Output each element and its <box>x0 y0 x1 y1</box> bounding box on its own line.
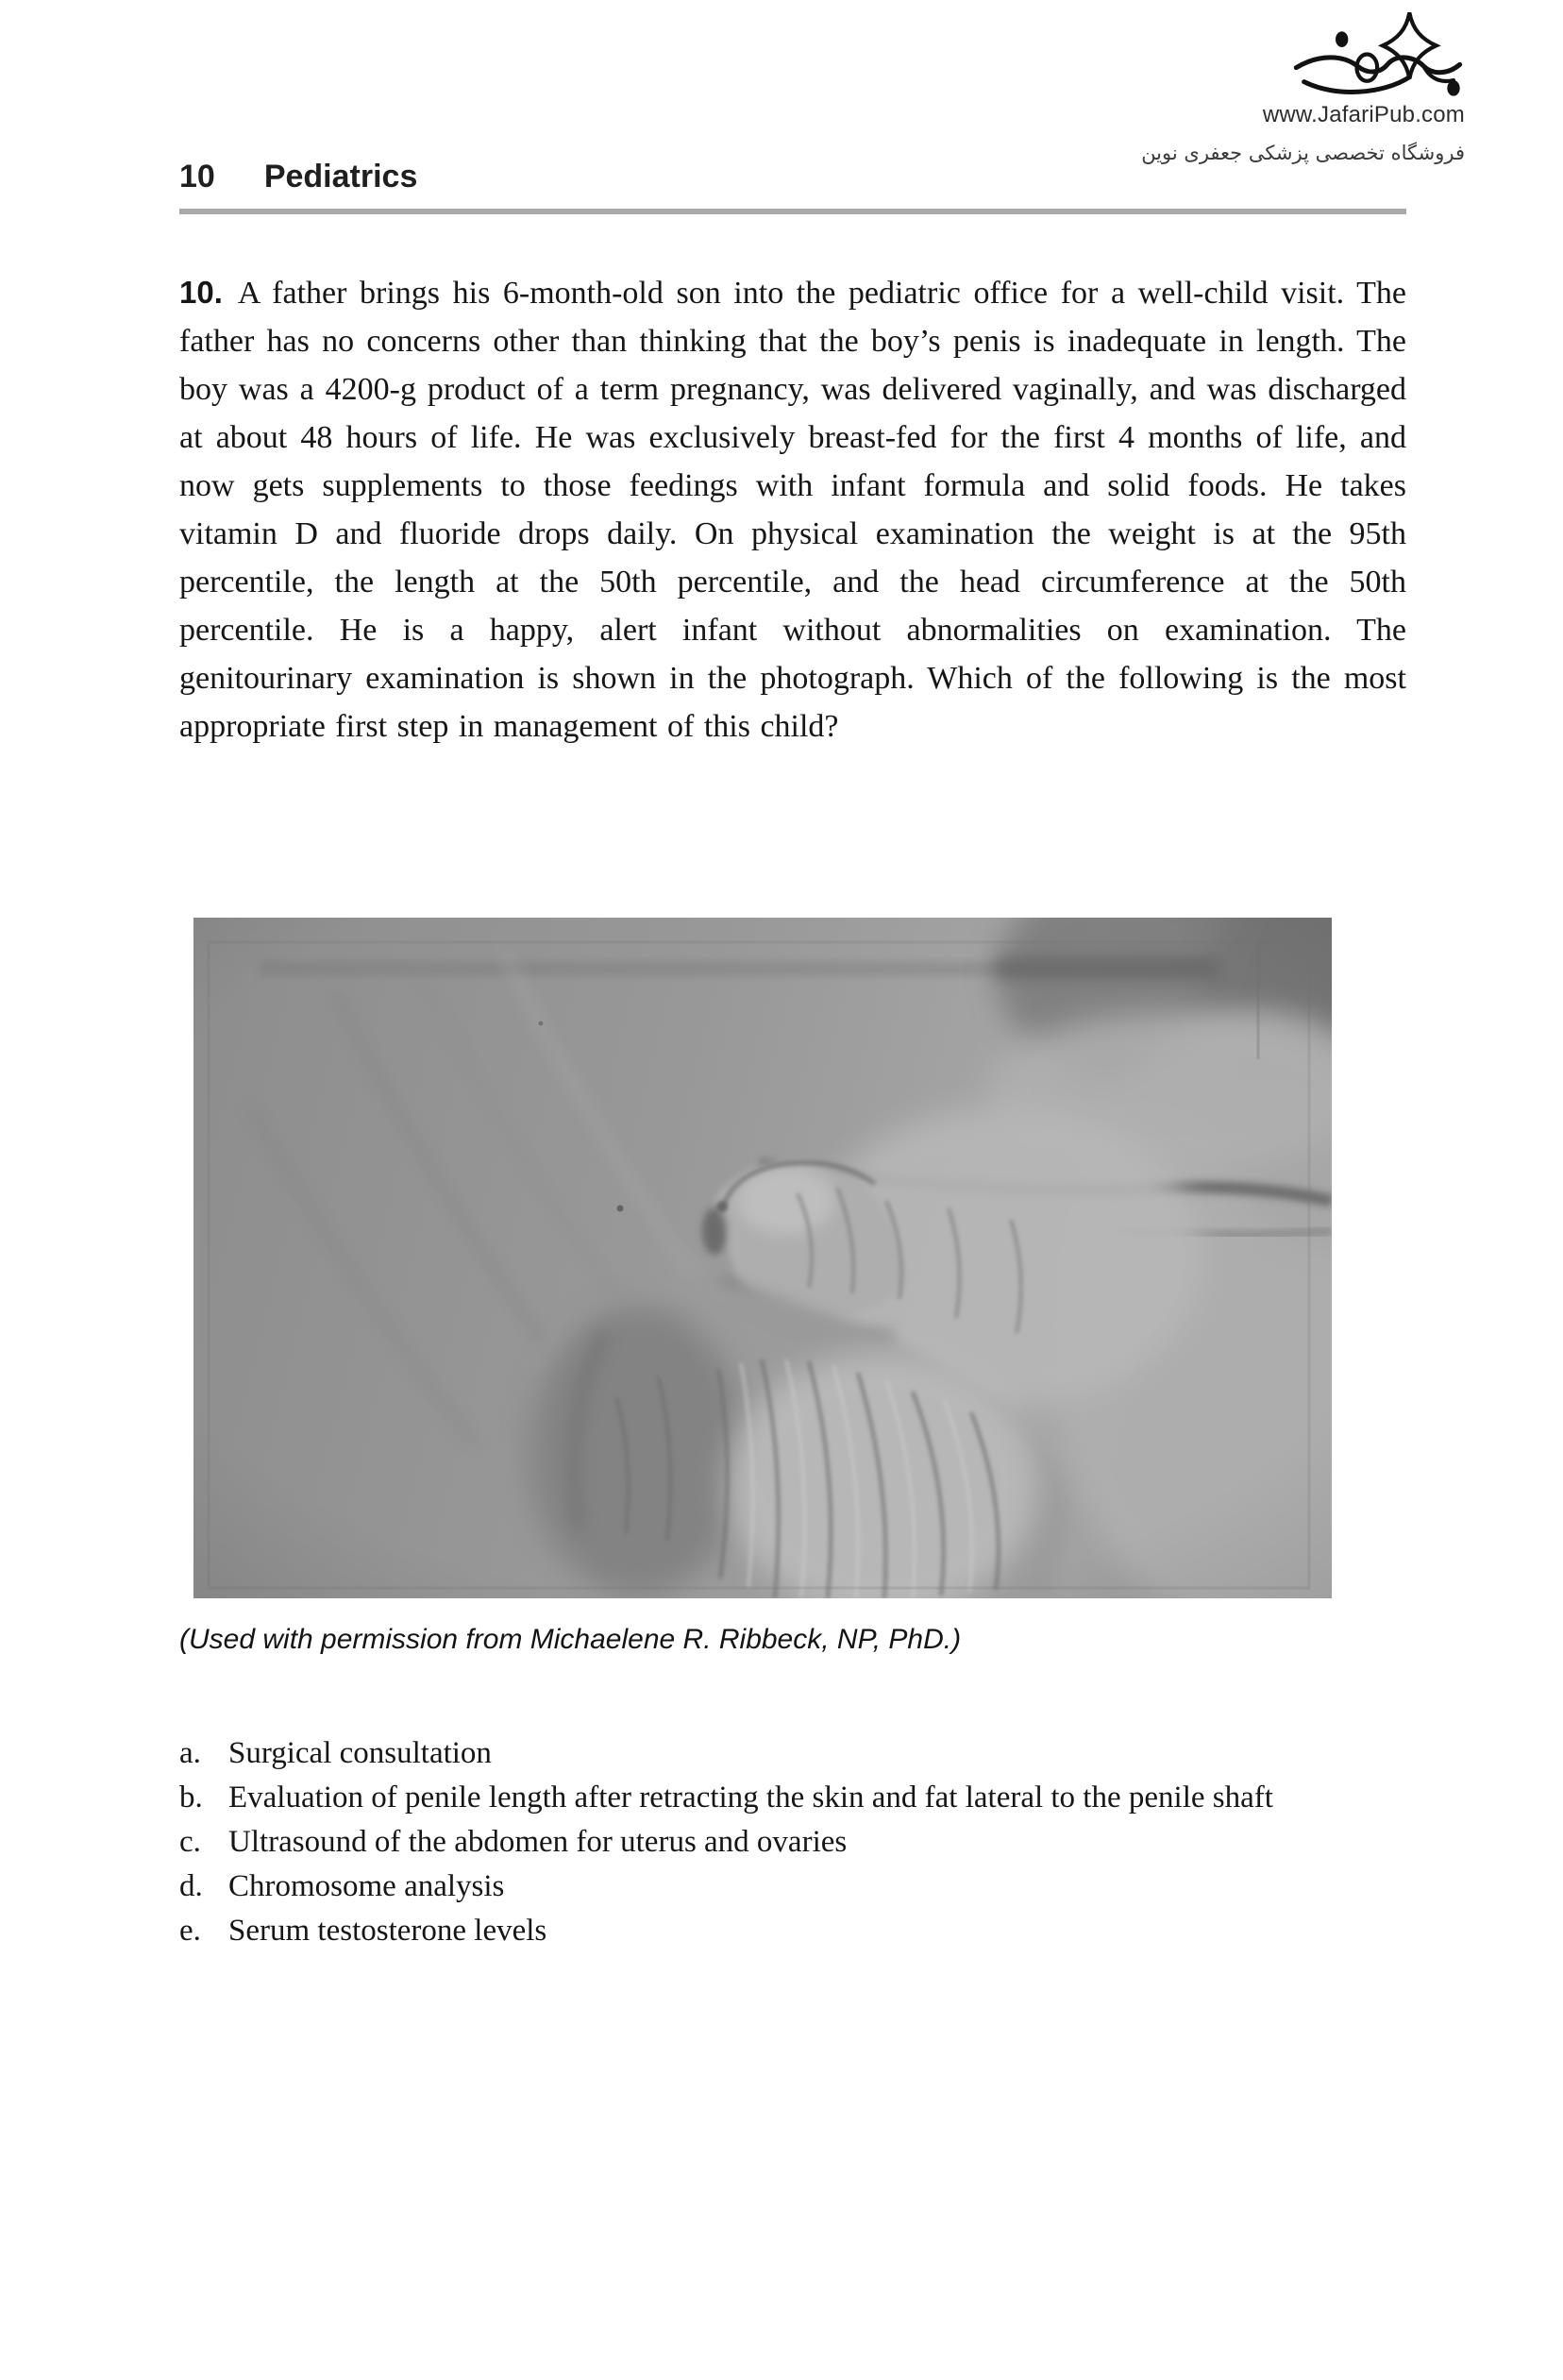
answer-option-d <box>179 1865 1406 1909</box>
book-title: Pediatrics <box>263 159 418 194</box>
option-text: Ultrasound of the abdomen for uterus and ovaries <box>228 1825 848 1859</box>
header-rule <box>179 209 1406 214</box>
brand-persian-name: فروشگاه تخصصی پزشکی جعفری نوین <box>1141 142 1465 164</box>
brand-url: www.JafariPub.com <box>1262 102 1465 127</box>
answer-options-list <box>179 1731 1406 1953</box>
figure-caption: (Used with permission from Michaelene R. Ribbeck, NP, PhD.) <box>179 1624 962 1655</box>
running-head <box>179 159 417 195</box>
option-letter: a. <box>179 1736 201 1770</box>
page-number: 10 <box>179 159 215 194</box>
question-paragraph <box>179 268 1406 751</box>
option-text: Chromosome analysis <box>228 1869 505 1903</box>
question-text: A father brings his 6-month-old son into the pediatric office for a well-child visit. The father has no concerns other than thinking that the boy’s penis is inadequate in length. The boy was a 4200-g product of a term pregnancy, was delivered vaginally, and was discharged at about 48 hours of life. He was exclusively breast-fed for the first 4 months of life, and now gets supplements to those feedings with infant formula and solid foods. He takes vitamin D and fluoride drops daily. On physical examination the weight is at the 95th percentile, the length at the 50th percentile, and the head circumference at the 50th percentile. He is a happy, alert infant without abnormalities on examination. The genitourinary examination is shown in the photograph. Which of the following is the most appropriate first step in management of this child? <box>179 276 1406 744</box>
question-number: 10. <box>179 275 223 310</box>
option-letter: c. <box>179 1825 201 1859</box>
option-letter: d. <box>179 1869 203 1903</box>
answer-option-a <box>179 1731 1406 1776</box>
answer-option-b <box>179 1776 1406 1820</box>
option-letter: e. <box>179 1914 201 1948</box>
option-text: Serum testosterone levels <box>228 1914 547 1948</box>
genitourinary-exam-photo <box>193 918 1332 1598</box>
option-letter: b. <box>179 1781 203 1815</box>
answer-option-e <box>179 1909 1406 1953</box>
option-text: Surgical consultation <box>228 1736 492 1770</box>
answer-option-c <box>179 1820 1406 1865</box>
jafari-calligraphy-logo-icon <box>1291 9 1465 104</box>
option-text: Evaluation of penile length after retracting the skin and fat lateral to the penile shaft <box>228 1781 1273 1815</box>
